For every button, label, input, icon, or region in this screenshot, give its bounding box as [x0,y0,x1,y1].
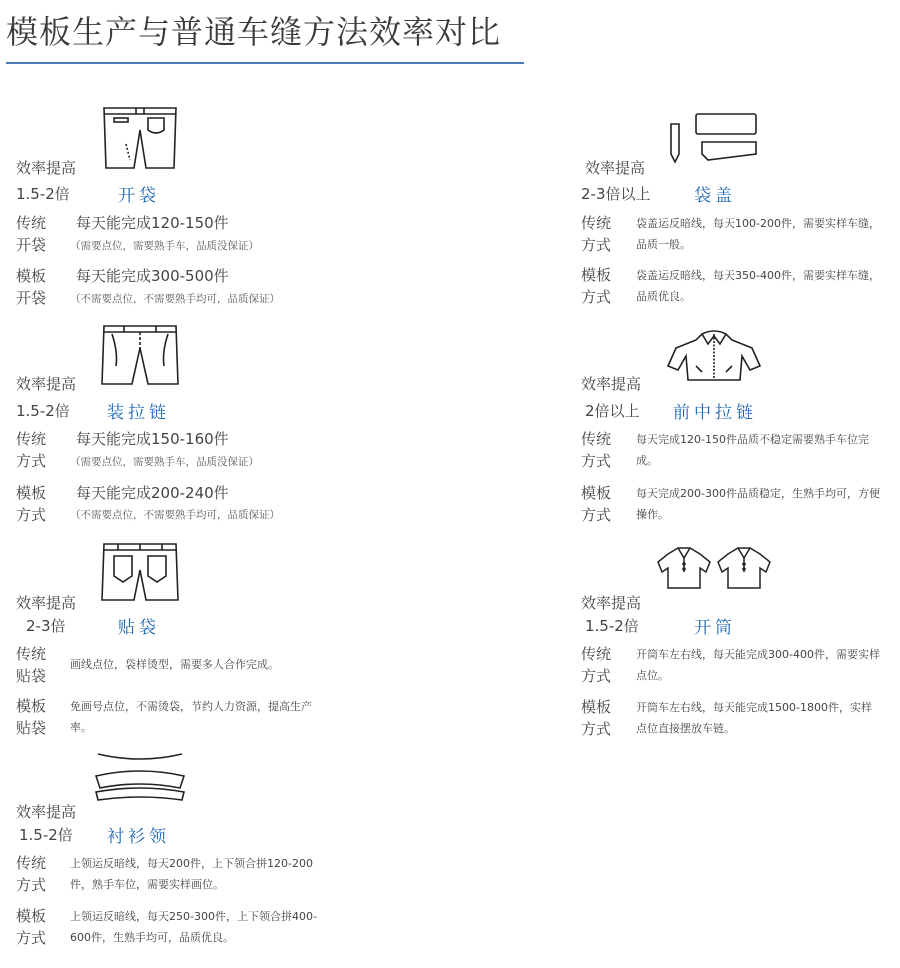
page-title: 模板生产与普通车缝方法效率对比 [6,13,502,51]
method-description: 上领运反暗线，每天200件，上下领合拼120-200件，熟手车位，需要实样画位。 [70,857,313,891]
method-description: 袋盖运反暗线，每天100-200件，需要实样车缝，品质一般。 [636,217,880,251]
process-name: 装拉链 [107,403,170,423]
process-name: 贴袋 [118,618,160,638]
efficiency-gain-label: 效率提高 [585,159,646,177]
shirt-collar-icon [92,752,188,804]
efficiency-gain-label: 效率提高 [16,594,77,612]
efficiency-gain-label: 效率提高 [581,594,642,612]
method-label: 模板贴袋 [16,697,47,737]
title-underline [6,62,524,64]
efficiency-factor: 1.5-2倍 [16,185,70,203]
method-description: 上领运反暗线，每天250-300件，上下领合拼400-600件，生熟手均可，品质优良。 [70,910,317,944]
process-name: 袋盖 [694,186,736,206]
efficiency-gain-label: 效率提高 [581,375,642,393]
method-label: 模板方式 [581,698,612,738]
pocket-flap-icon [668,110,760,166]
pants-zipper-icon [98,322,182,386]
method-description: 免画号点位，不需烫袋，节约人力资源，提高生产率。 [70,700,312,734]
method-label: 模板方式 [16,907,47,947]
process-name: 前中拉链 [673,403,757,423]
method-note: （不需要点位，不需要熟手均可，品质保证） [70,509,280,521]
method-label: 传统方式 [581,645,612,685]
polo-placket-icon [656,544,776,590]
jacket-front-zipper-icon [666,328,762,384]
method-label: 传统方式 [581,214,612,254]
jeans-patch-pocket-icon [98,540,182,602]
method-description: 袋盖运反暗线，每天350-400件，需要实样车缝，品质优良。 [636,269,880,303]
efficiency-gain-label: 效率提高 [16,375,77,393]
method-description: 开筒车左右线，每天能完成1500-1800件，实样点位直接摆放车链。 [636,701,872,735]
method-label: 传统开袋 [16,214,47,254]
method-note: （需要点位，需要熟手车，品质没保证） [70,240,259,252]
process-name: 开筒 [694,618,736,638]
method-label: 传统方式 [16,430,47,470]
method-label: 模板开袋 [16,267,47,307]
method-label: 模板方式 [581,484,612,524]
method-description: 画线点位，袋样烫型，需要多人合作完成。 [70,658,279,671]
method-description: 每天完成120-150件品质不稳定需要熟手车位完成。 [636,433,869,467]
method-output: 每天能完成200-240件 [76,484,229,502]
method-output: 每天能完成300-500件 [76,267,229,285]
method-output: 每天能完成150-160件 [76,430,229,448]
method-label: 传统贴袋 [16,645,47,685]
efficiency-factor: 1.5-2倍 [16,402,70,420]
method-note: （不需要点位，不需要熟手均可，品质保证） [70,293,280,305]
efficiency-factor: 2倍以上 [585,402,640,420]
efficiency-gain-label: 效率提高 [16,159,77,177]
method-label: 模板方式 [581,266,612,306]
method-label: 模板方式 [16,484,47,524]
efficiency-factor: 2-3倍以上 [581,185,651,203]
method-description: 开筒车左右线，每天能完成300-400件，需要实样点位。 [636,648,880,682]
method-output: 每天能完成120-150件 [76,214,229,232]
method-label: 传统方式 [16,854,47,894]
pants-welt-pocket-icon [100,104,180,170]
efficiency-factor: 1.5-2倍 [19,826,73,844]
method-note: （需要点位，需要熟手车，品质没保证） [70,456,259,468]
process-name: 衬衫领 [107,827,170,847]
efficiency-gain-label: 效率提高 [16,803,77,821]
method-label: 传统方式 [581,430,612,470]
efficiency-factor: 1.5-2倍 [585,617,639,635]
efficiency-factor: 2-3倍 [26,617,66,635]
method-description: 每天完成200-300件品质稳定，生熟手均可，方便操作。 [636,487,880,521]
process-name: 开袋 [118,186,160,206]
